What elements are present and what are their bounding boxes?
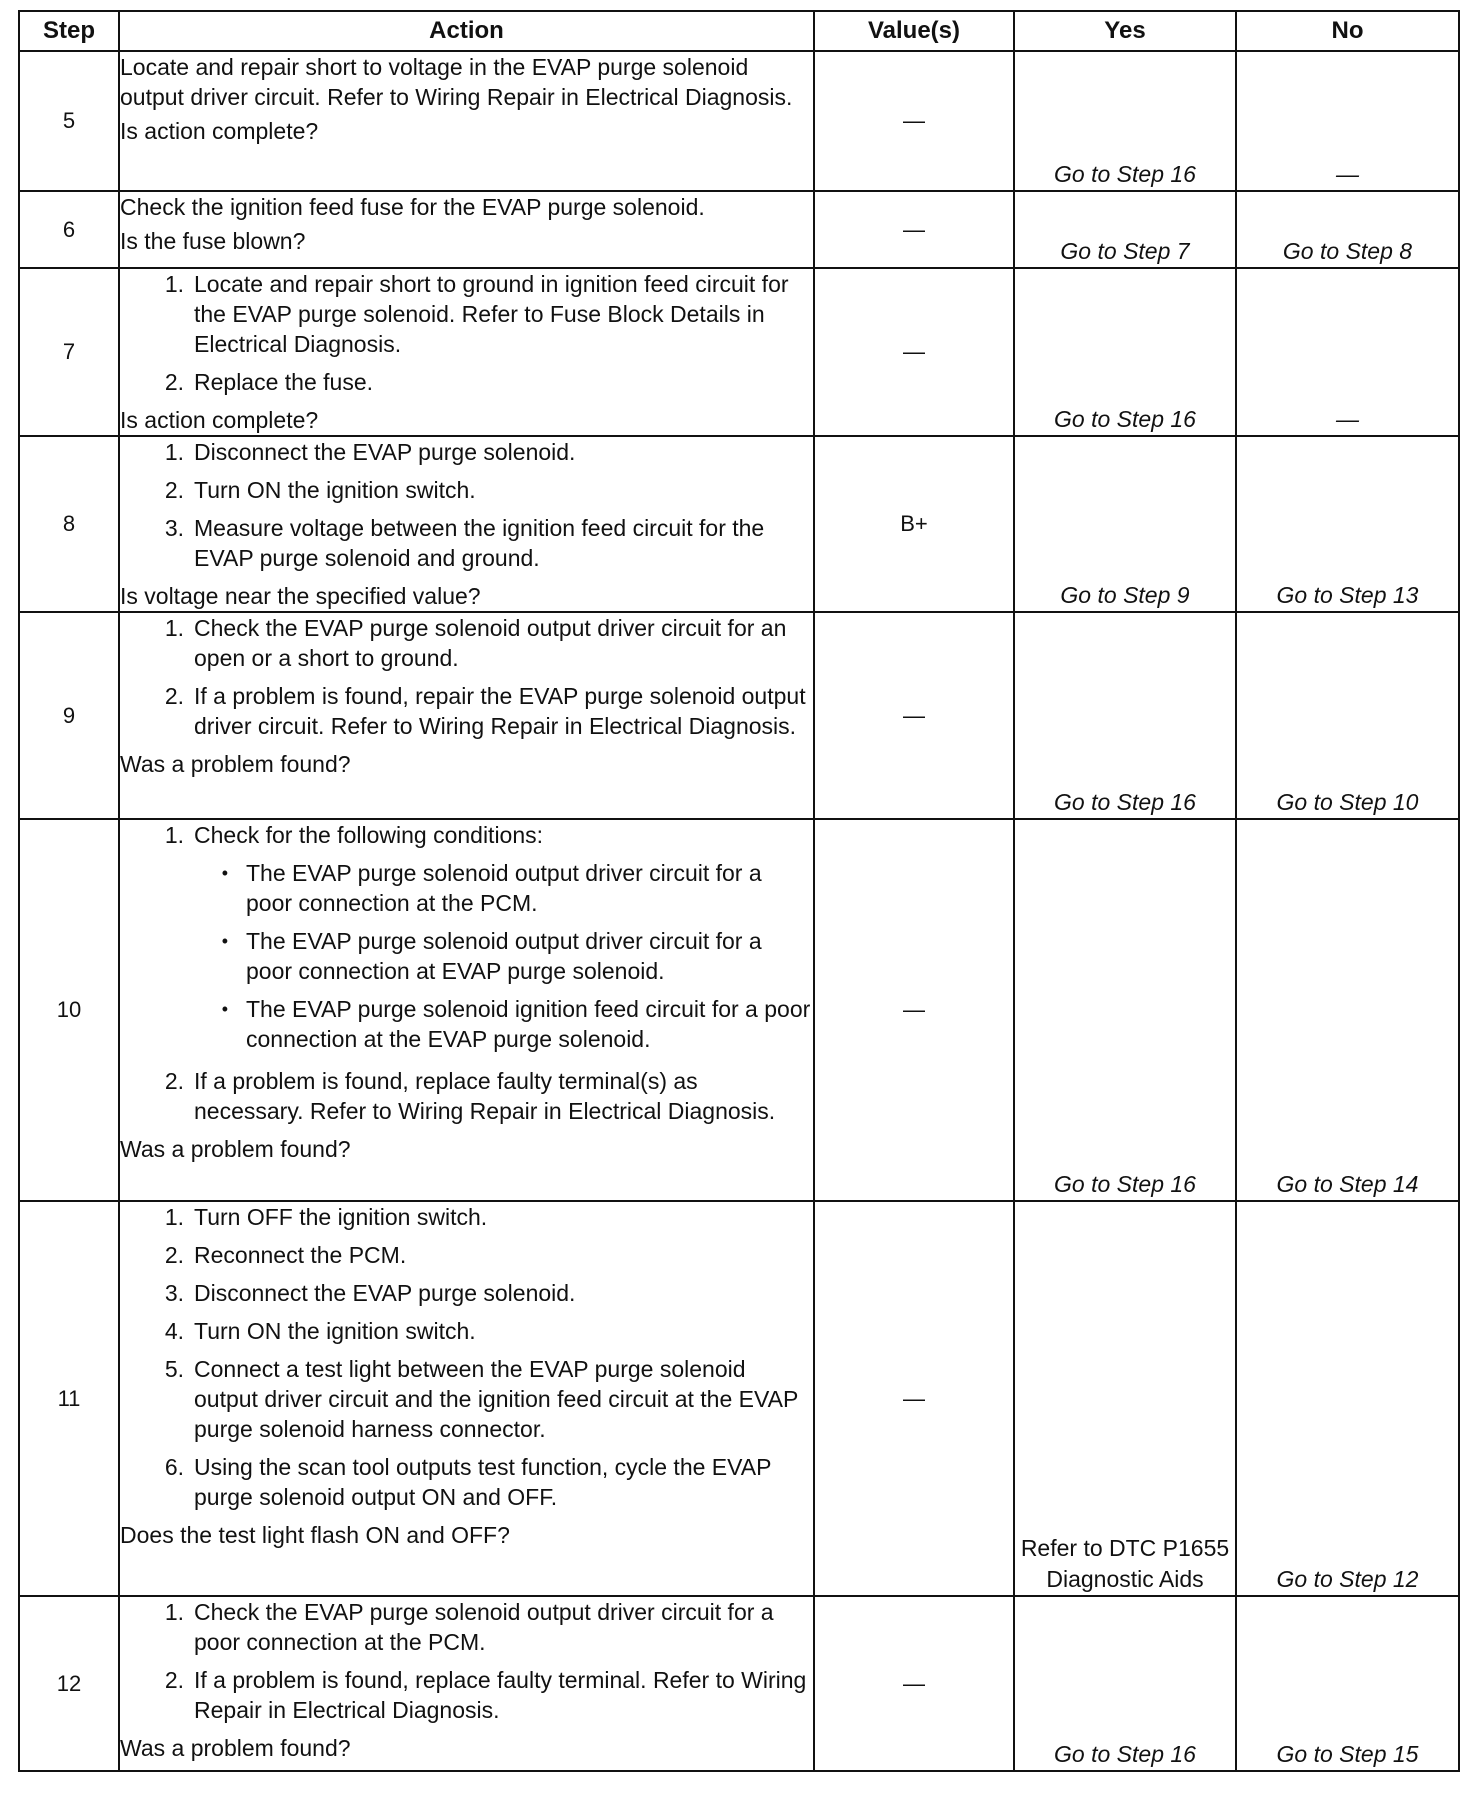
step-number: 6 xyxy=(19,191,119,268)
table-row xyxy=(19,1201,1459,1596)
action-step xyxy=(120,1316,813,1346)
action-step-label: Reconnect the PCM. xyxy=(194,1242,407,1268)
action-question: Is action complete? xyxy=(120,118,319,144)
condition-bullet xyxy=(130,994,813,1054)
action-step-text xyxy=(194,1452,813,1512)
action-step xyxy=(120,437,813,467)
action-step-label: Using the scan tool outputs test function, cycle the EVAP purge solenoid output ON and OFF. xyxy=(194,1454,772,1510)
action-step-label: Turn ON the ignition switch. xyxy=(194,1318,476,1344)
yes-cell: Go to Step 16 xyxy=(1014,268,1236,436)
action-step-text xyxy=(194,437,813,467)
action-cell xyxy=(119,436,814,612)
action-step xyxy=(120,269,813,359)
condition-bullet xyxy=(130,926,813,986)
action-step-label: Check the EVAP purge solenoid output driver circuit for an open or a short to ground. xyxy=(194,615,787,671)
action-step xyxy=(120,367,813,397)
yes-cell: Go to Step 16 xyxy=(1014,612,1236,819)
action-cell xyxy=(119,612,814,819)
yes-cell: Go to Step 16 xyxy=(1014,51,1236,191)
table-body xyxy=(19,51,1459,1771)
action-step-number: 1. xyxy=(164,1204,184,1230)
no-cell: Go to Step 14 xyxy=(1236,819,1459,1201)
value-cell: B+ xyxy=(814,436,1014,612)
action-step-number: 1. xyxy=(164,1599,184,1625)
condition-text: The EVAP purge solenoid output driver circuit for a poor connection at the PCM. xyxy=(246,860,762,916)
action-step xyxy=(120,681,813,741)
action-step-label: Disconnect the EVAP purge solenoid. xyxy=(194,1280,576,1306)
action-step xyxy=(120,1665,813,1725)
action-question: Is action complete? xyxy=(120,407,319,433)
action-question: Was a problem found? xyxy=(120,1136,351,1162)
action-step xyxy=(120,1597,813,1657)
action-step xyxy=(120,1240,813,1270)
no-cell: — xyxy=(1236,51,1459,191)
value-cell: — xyxy=(814,1201,1014,1596)
condition-text: The EVAP purge solenoid output driver circuit for a poor connection at EVAP purge solenoid. xyxy=(246,928,762,984)
no-cell: Go to Step 12 xyxy=(1236,1201,1459,1596)
action-question: Is voltage near the specified value? xyxy=(120,583,481,609)
yes-cell: Go to Step 7 xyxy=(1014,191,1236,268)
action-step-number: 1. xyxy=(164,615,184,641)
condition-bullet xyxy=(130,858,813,918)
action-text: Locate and repair short to voltage in the EVAP purge solenoid output driver circuit. Refer to Wiring Repair in Electrical Diagnosis. xyxy=(120,54,793,110)
step-number: 8 xyxy=(19,436,119,612)
header-step: Step xyxy=(19,11,119,51)
action-step xyxy=(120,475,813,505)
action-step-number: 2. xyxy=(164,1242,184,1268)
no-cell: Go to Step 13 xyxy=(1236,436,1459,612)
value-cell: — xyxy=(814,819,1014,1201)
bullet-icon: • xyxy=(221,931,228,951)
action-step-text xyxy=(194,1202,813,1232)
action-question: Was a problem found? xyxy=(120,1735,351,1761)
action-step xyxy=(120,513,813,573)
table-row xyxy=(19,1596,1459,1771)
action-steps xyxy=(120,269,813,397)
action-step-text xyxy=(194,1240,813,1270)
action-cell xyxy=(119,51,814,191)
action-steps xyxy=(120,1597,813,1725)
no-cell: Go to Step 15 xyxy=(1236,1596,1459,1771)
action-step-number: 2. xyxy=(164,1068,184,1094)
action-step-number: 2. xyxy=(164,1667,184,1693)
value-cell: — xyxy=(814,1596,1014,1771)
action-step-label: Turn OFF the ignition switch. xyxy=(194,1204,488,1230)
yes-cell: Go to Step 16 xyxy=(1014,1596,1236,1771)
step-number: 10 xyxy=(19,819,119,1201)
action-step-number: 5. xyxy=(164,1356,184,1382)
action-step-label: Replace the fuse. xyxy=(194,369,374,395)
action-step-number: 3. xyxy=(164,515,184,541)
action-question: Is the fuse blown? xyxy=(120,228,306,254)
action-step-text xyxy=(194,1665,813,1725)
step-number: 7 xyxy=(19,268,119,436)
action-step-label: If a problem is found, repair the EVAP purge solenoid output driver circuit. Refer to Wiring Repair in Electrical Diagnosis. xyxy=(194,683,806,739)
header-yes: Yes xyxy=(1014,11,1236,51)
condition-text: The EVAP purge solenoid ignition feed circuit for a poor connection at the EVAP purge solenoid. xyxy=(246,996,811,1052)
action-cell xyxy=(119,1201,814,1596)
action-step-number: 1. xyxy=(164,439,184,465)
bullet-icon: • xyxy=(221,999,228,1019)
action-step xyxy=(120,1452,813,1512)
yes-cell: Go to Step 16 xyxy=(1014,819,1236,1201)
action-step xyxy=(120,1354,813,1444)
step-number: 9 xyxy=(19,612,119,819)
action-step-number: 3. xyxy=(164,1280,184,1306)
action-cell xyxy=(119,268,814,436)
action-text: Check the ignition feed fuse for the EVAP purge solenoid. xyxy=(120,194,705,220)
action-step-label: Check the EVAP purge solenoid output driver circuit for a poor connection at the PCM. xyxy=(194,1599,774,1655)
action-step-number: 1. xyxy=(164,271,184,297)
table-row xyxy=(19,191,1459,268)
step-number: 5 xyxy=(19,51,119,191)
table-row xyxy=(19,612,1459,819)
table-row xyxy=(19,819,1459,1201)
action-step-text xyxy=(194,367,813,397)
action-step xyxy=(120,613,813,673)
action-step-label: If a problem is found, replace faulty terminal. Refer to Wiring Repair in Electrical Diagnosis. xyxy=(194,1667,807,1723)
action-step-label: Locate and repair short to ground in ignition feed circuit for the EVAP purge solenoid. Refer to Fuse Block Details in Electrical Diagnosis. xyxy=(194,271,789,357)
action-steps xyxy=(120,437,813,573)
no-cell: Go to Step 10 xyxy=(1236,612,1459,819)
table-row xyxy=(19,51,1459,191)
action-question: Was a problem found? xyxy=(120,751,351,777)
action-step-number: 2. xyxy=(164,477,184,503)
bullet-icon: • xyxy=(221,863,228,883)
header-no: No xyxy=(1236,11,1459,51)
no-cell: Go to Step 8 xyxy=(1236,191,1459,268)
action-step-text xyxy=(194,1354,813,1444)
action-steps xyxy=(120,820,813,1126)
action-step-number: 2. xyxy=(164,369,184,395)
action-step-label: Check for the following conditions: xyxy=(194,822,544,848)
action-step-number: 2. xyxy=(164,683,184,709)
header-row xyxy=(19,11,1459,51)
value-cell: — xyxy=(814,268,1014,436)
action-step-label: If a problem is found, replace faulty terminal(s) as necessary. Refer to Wiring Repair in Electrical Diagnosis. xyxy=(194,1068,776,1124)
header-action: Action xyxy=(119,11,814,51)
action-cell xyxy=(119,1596,814,1771)
value-cell: — xyxy=(814,612,1014,819)
no-cell: — xyxy=(1236,268,1459,436)
yes-cell: Go to Step 9 xyxy=(1014,436,1236,612)
action-steps xyxy=(120,613,813,741)
action-step-text xyxy=(194,613,813,673)
yes-cell: Refer to DTC P1655 Diagnostic Aids xyxy=(1014,1201,1236,1596)
action-step-text xyxy=(194,269,813,359)
action-step-label: Measure voltage between the ignition feed circuit for the EVAP purge solenoid and ground. xyxy=(194,515,765,571)
step-number: 12 xyxy=(19,1596,119,1771)
action-step-label: Connect a test light between the EVAP purge solenoid output driver circuit and the ignition feed circuit at the EVAP purge solenoid harness connector. xyxy=(194,1356,798,1442)
action-step xyxy=(120,1202,813,1232)
header-values: Value(s) xyxy=(814,11,1014,51)
action-step-text xyxy=(194,513,813,573)
action-step xyxy=(120,820,813,1058)
action-step-text xyxy=(194,475,813,505)
action-cell xyxy=(119,819,814,1201)
value-cell: — xyxy=(814,51,1014,191)
action-step-text xyxy=(194,820,813,1058)
action-step-text xyxy=(194,1597,813,1657)
action-step-text xyxy=(194,1316,813,1346)
action-step-text xyxy=(194,1066,813,1126)
action-steps xyxy=(120,1202,813,1512)
action-step-text xyxy=(194,681,813,741)
action-cell xyxy=(119,191,814,268)
action-step-number: 1. xyxy=(164,822,184,848)
action-step-number: 6. xyxy=(164,1454,184,1480)
diagnostic-table xyxy=(18,10,1460,1772)
step-number: 11 xyxy=(19,1201,119,1596)
action-step-label: Disconnect the EVAP purge solenoid. xyxy=(194,439,576,465)
action-step-text xyxy=(194,1278,813,1308)
action-step-number: 4. xyxy=(164,1318,184,1344)
action-question: Does the test light flash ON and OFF? xyxy=(120,1522,510,1548)
table-row xyxy=(19,268,1459,436)
action-step-label: Turn ON the ignition switch. xyxy=(194,477,476,503)
table-row xyxy=(19,436,1459,612)
value-cell: — xyxy=(814,191,1014,268)
action-step xyxy=(120,1278,813,1308)
action-step xyxy=(120,1066,813,1126)
